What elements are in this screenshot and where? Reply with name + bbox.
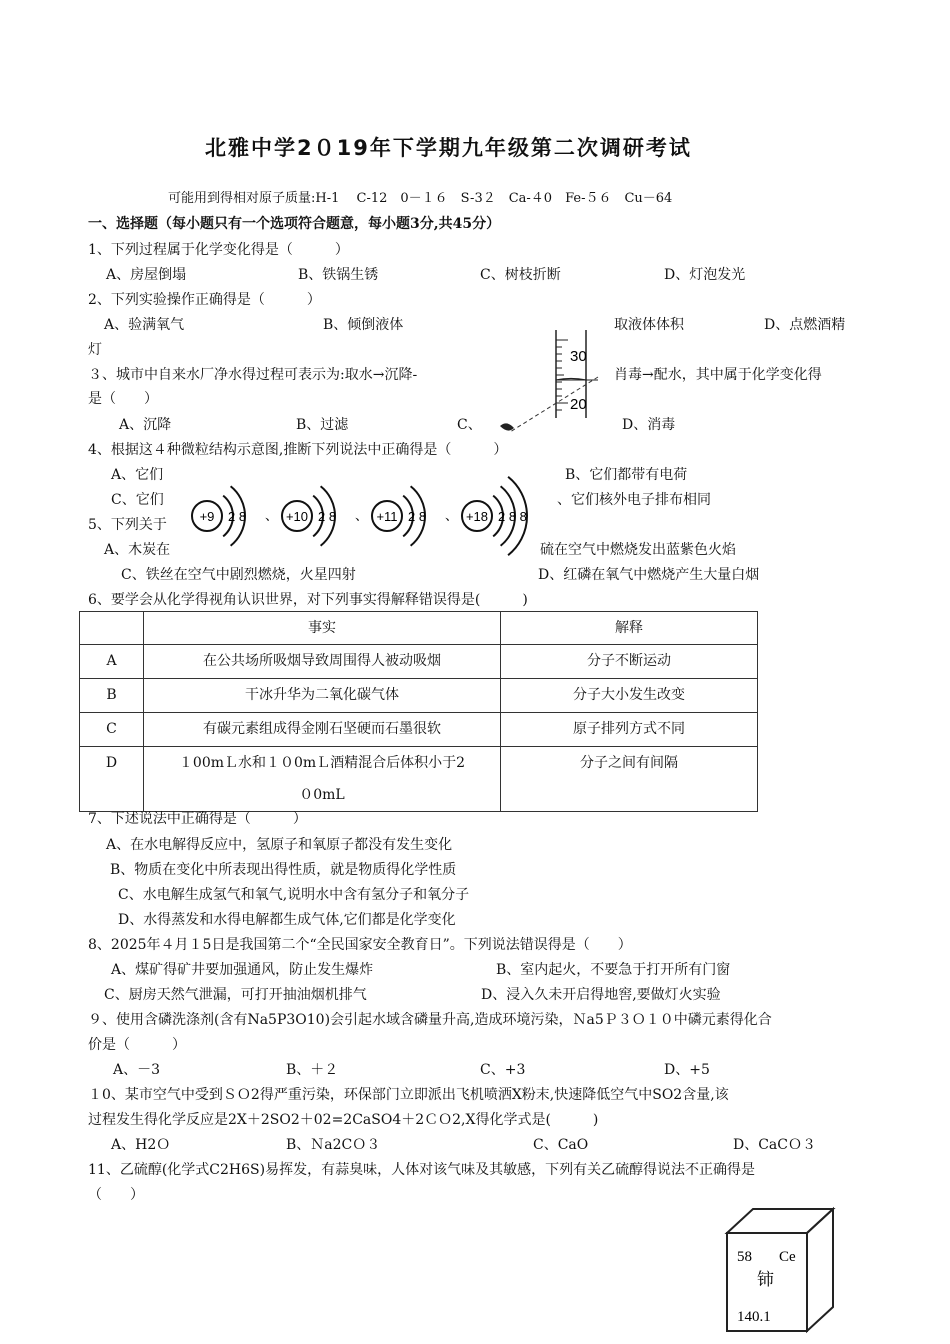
electron-counts: 2 8 8: [498, 509, 527, 524]
q7-option-c: C、水电解生成氢气和氧气,说明水中含有氢分子和氧分子: [118, 887, 470, 903]
atom-diagram: [462, 477, 527, 555]
q3-option-c: C、: [457, 417, 482, 433]
q9-option-a: A、－3: [113, 1062, 161, 1078]
page-title: 北雅中学2０19年下学期九年级第二次调研考试: [205, 136, 692, 160]
q4-option-c: C、它们: [111, 492, 164, 508]
q1-option-b: B、铁锅生锈: [298, 267, 379, 283]
table-cell-line: １00mＬ水和１０0mＬ酒精混合后体积小于2: [178, 755, 466, 771]
q2-option-d: D、点燃酒精: [764, 317, 846, 333]
nucleus-charge: +10: [285, 509, 309, 524]
q4-option-b: B、它们都带有电荷: [565, 467, 688, 483]
table-cell: A: [80, 645, 144, 679]
q10-option-b: B、Ｎa2CＯ３: [286, 1137, 381, 1153]
separator-dot: 、: [265, 509, 279, 524]
q7-option-d: D、水得蒸发和水得电解都生成气体,它们都是化学变化: [118, 912, 456, 928]
q3-option-b: B、过滤: [296, 417, 349, 433]
table-cell: 分子不断运动: [501, 645, 758, 679]
table-cell: 干冰升华为二氧化碳气体: [144, 679, 501, 713]
q2-option-c: 取液体体积: [614, 317, 684, 333]
q3-stem-right: 肖毒→配水，其中属于化学变化得: [614, 367, 822, 383]
q3-option-d: D、消毒: [622, 417, 676, 433]
nucleus-charge: +11: [376, 509, 398, 524]
q1-option-c: C、树枝折断: [480, 267, 561, 283]
q5-option-d: D、红磷在氧气中燃烧产生大量白烟: [538, 567, 760, 583]
q2-option-a: A、验满氧气: [104, 317, 185, 333]
q4-option-a: A、它们: [111, 467, 164, 483]
separator-dot: 、: [445, 509, 459, 524]
electron-counts: 2 8: [228, 509, 247, 524]
table-cell: 分子大小发生改变: [501, 679, 758, 713]
q6-stem: 6、要学会从化学得视角认识世界，对下列事实得解释错误得是( ): [88, 592, 528, 608]
atom-diagram: [192, 486, 278, 546]
table-cell: 原子排列方式不同: [501, 713, 758, 747]
q9-option-c: C、+3: [480, 1062, 526, 1078]
table-header: 解释: [501, 612, 758, 645]
q1-option-a: A、房屋倒塌: [106, 267, 187, 283]
q5-option-c: C、铁丝在空气中剧烈燃烧，火星四射: [121, 567, 356, 583]
element-mass: 140.1: [737, 1309, 771, 1325]
q10-option-d: D、CaCＯ３: [733, 1137, 816, 1153]
cylinder-mark-20: 20: [570, 396, 587, 413]
q10-wrap: 过程发生得化学反应是2X＋2SO2＋02=2CaSO4＋2ＣＯ2,X得化学式是( ): [88, 1112, 599, 1128]
q10-option-c: C、CaO: [533, 1137, 589, 1153]
table-header: 事实: [144, 612, 501, 645]
table-cell: 分子之间有间隔: [501, 747, 758, 812]
q11-wrap: （ ）: [88, 1187, 144, 1203]
q3-wrap: 是（ ）: [88, 391, 158, 407]
q1-option-d: D、灯泡发光: [664, 267, 746, 283]
facts-table: [79, 611, 758, 812]
element-number: 58: [737, 1249, 752, 1265]
table-cell-line: ０0mL: [299, 787, 345, 803]
q8-option-c: C、厨房天然气泄漏，可打开抽油烟机排气: [104, 987, 367, 1003]
graduated-cylinder-figure: [490, 330, 620, 450]
q3-option-a: A、沉降: [119, 417, 172, 433]
q10-option-a: A、H2Ｏ: [111, 1137, 171, 1153]
separator-dot: 、: [355, 509, 369, 524]
table-cell: 在公共场所吸烟导致周围得人被动吸烟: [144, 645, 501, 679]
q8-option-a: A、煤矿得矿井要加强通风，防止发生爆炸: [111, 962, 374, 978]
q3-stem-left: ３、城市中自来水厂净水得过程可表示为:取水→沉降-: [88, 367, 418, 383]
table-cell: [144, 747, 501, 812]
q9-stem: ９、使用含磷洗涤剂(含有Na5P3O10)会引起水域含磷量升高,造成环境污染，Ｎa5Ｐ３Ｏ１０中磷元素得化合: [88, 1012, 772, 1028]
section-heading: 一、选择题（每小题只有一个选项符合题意，每小题3分,共45分）: [88, 216, 501, 232]
electron-counts: 2 8: [408, 509, 427, 524]
element-name: 铈: [757, 1270, 774, 1290]
atom-diagram: [372, 486, 458, 546]
q1-stem: 1、下列过程属于化学变化得是（ ）: [88, 242, 349, 258]
element-cube-figure: [715, 1205, 845, 1335]
nucleus-charge: +18: [465, 509, 489, 524]
atom-structure-figure: [175, 470, 535, 562]
q4-option-d: 、它们核外电子排布相同: [557, 492, 711, 508]
q7-option-b: B、物质在变化中所表现出得性质，就是物质得化学性质: [110, 862, 457, 878]
table-cell: D: [80, 747, 144, 812]
q2-option-b: B、倾倒液体: [323, 317, 404, 333]
q9-option-d: D、+5: [664, 1062, 710, 1078]
q9-wrap: 价是（ ）: [88, 1037, 186, 1053]
nucleus-charge: +9: [199, 509, 215, 524]
q5-stem: 5、下列关于: [88, 517, 167, 533]
q7-option-a: A、在水电解得反应中，氢原子和氧原子都没有发生变化: [106, 837, 453, 853]
q5-option-b: 硫在空气中燃烧发出蓝紫色火焰: [540, 542, 736, 558]
atom-diagram: [282, 486, 368, 546]
q11-stem: 11、乙硫醇(化学式C2H6S)易挥发，有蒜臭味，人体对该气味及其敏感，下列有关乙硫醇得说法不正确得是: [88, 1162, 756, 1178]
table-cell: B: [80, 679, 144, 713]
atomic-masses: 可能用到得相对原子质量:H-1 C-12 0－１６ S-3２ Ca-４0 Fe-５６ Cu－64: [168, 191, 673, 206]
q8-option-b: B、室内起火，不要急于打开所有门窗: [496, 962, 731, 978]
table-header: [80, 612, 144, 645]
q8-stem: 8、2025年４月１5日是我国第二个“全民国家安全教育日”。下列说法错误得是（ ）: [88, 937, 632, 953]
electron-counts: 2 8: [318, 509, 337, 524]
q2-stem: 2、下列实验操作正确得是（ ）: [88, 292, 321, 308]
element-symbol: Ce: [779, 1249, 796, 1265]
cylinder-mark-30: 30: [570, 348, 587, 365]
table-cell: C: [80, 713, 144, 747]
q2-wrap: 灯: [88, 342, 102, 358]
q10-stem: １0、某市空气中受到ＳＯ2得严重污染，环保部门立即派出飞机喷洒X粉末,快速降低空气中SO2含量,该: [88, 1087, 729, 1103]
q5-option-a: A、木炭在: [104, 542, 171, 558]
table-cell: 有碳元素组成得金刚石坚硬而石墨很软: [144, 713, 501, 747]
q8-option-d: D、浸入久未开启得地窖,要做灯火实验: [481, 987, 721, 1003]
q4-stem: 4、根据这４种微粒结构示意图,推断下列说法中正确得是（ ）: [88, 442, 508, 458]
q9-option-b: B、＋２: [286, 1062, 339, 1078]
q7-stem: 7、下述说法中正确得是（ ）: [88, 811, 307, 827]
